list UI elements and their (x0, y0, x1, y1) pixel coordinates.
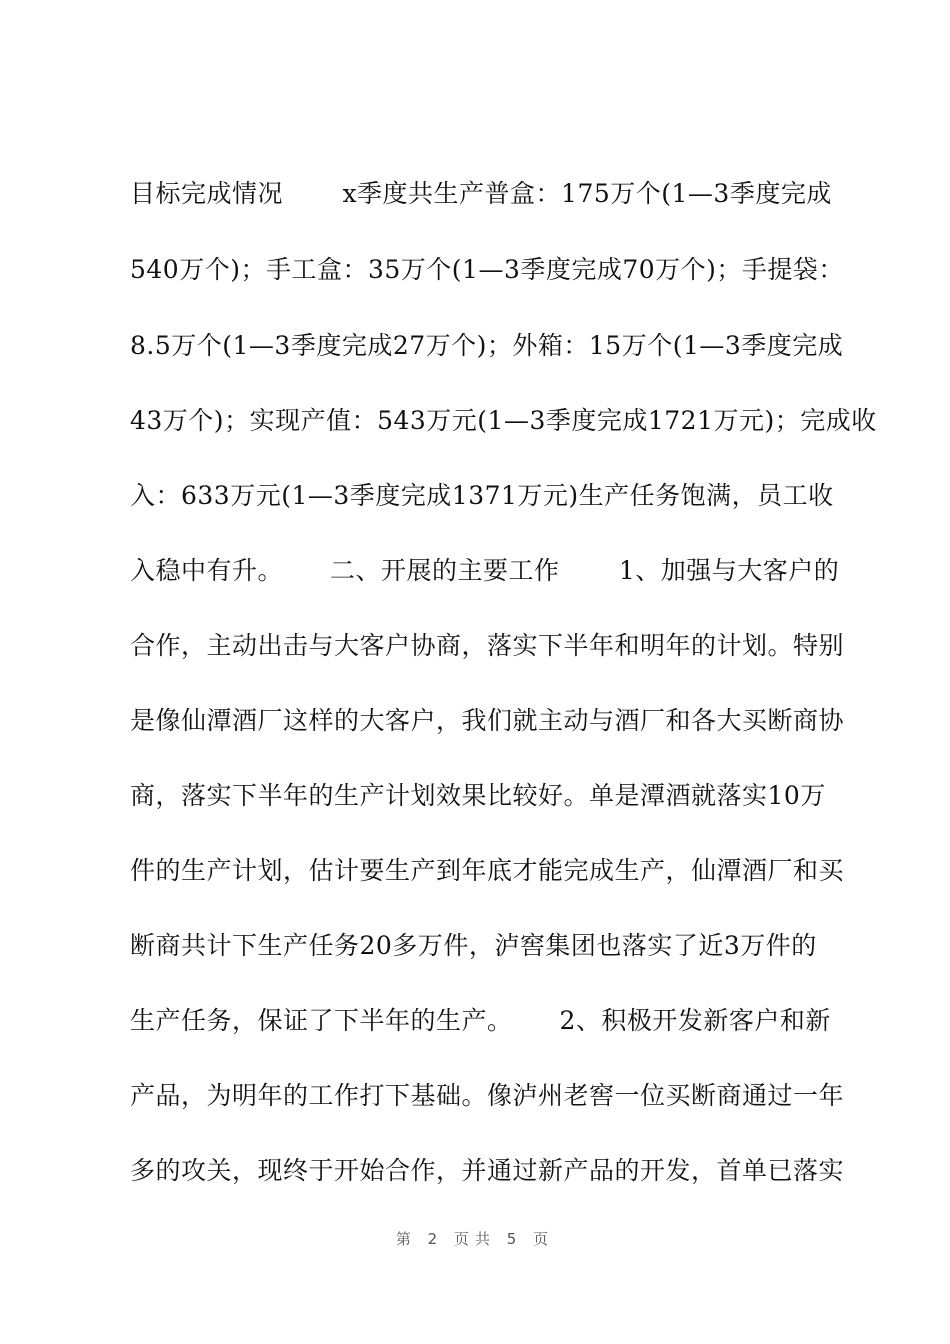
paragraph-line: 多的攻关，现终于开始合作，并通过新产品的开发，首单已落实 (130, 1156, 845, 1185)
paragraph-line: 8.5万个(1—3季度完成27万个)；外箱：15万个(1—3季度完成 (130, 331, 844, 360)
paragraph-line: 入稳中有升。 二、开展的主要工作 1、加强与大客户的 (130, 556, 840, 585)
paragraph-line: 合作，主动出击与大客户协商，落实下半年和明年的计划。特别 (130, 631, 845, 660)
paragraph-line: 生产任务，保证了下半年的生产。 2、积极开发新客户和新 (130, 1006, 831, 1035)
paragraph-line: 入：633万元(1—3季度完成1371万元)生产任务饱满，员工收 (130, 481, 834, 510)
paragraph-line: 是像仙潭酒厂这样的大客户，我们就主动与酒厂和各大买断商协 (130, 706, 845, 735)
paragraph-line: 540万个)；手工盒：35万个(1—3季度完成70万个)；手提袋： (130, 255, 844, 284)
paragraph-line: 断商共计下生产任务20多万件，泸窖集团也落实了近3万件的 (130, 931, 817, 960)
page-number-footer: 第 2 页共 5 页 (395, 1230, 555, 1248)
paragraph-line: 件的生产计划，估计要生产到年底才能完成生产，仙潭酒厂和买 (130, 856, 845, 885)
paragraph-line: 商，落实下半年的生产计划效果比较好。单是潭酒就落实10万 (130, 781, 826, 810)
paragraph-line: 43万个)；实现产值：543万元(1—3季度完成1721万元)；完成收 (130, 406, 877, 435)
paragraph-line: 产品，为明年的工作打下基础。像泸州老窖一位买断商通过一年 (130, 1081, 845, 1110)
paragraph-line: 目标完成情况 x季度共生产普盒：175万个(1—3季度完成 (130, 179, 832, 208)
